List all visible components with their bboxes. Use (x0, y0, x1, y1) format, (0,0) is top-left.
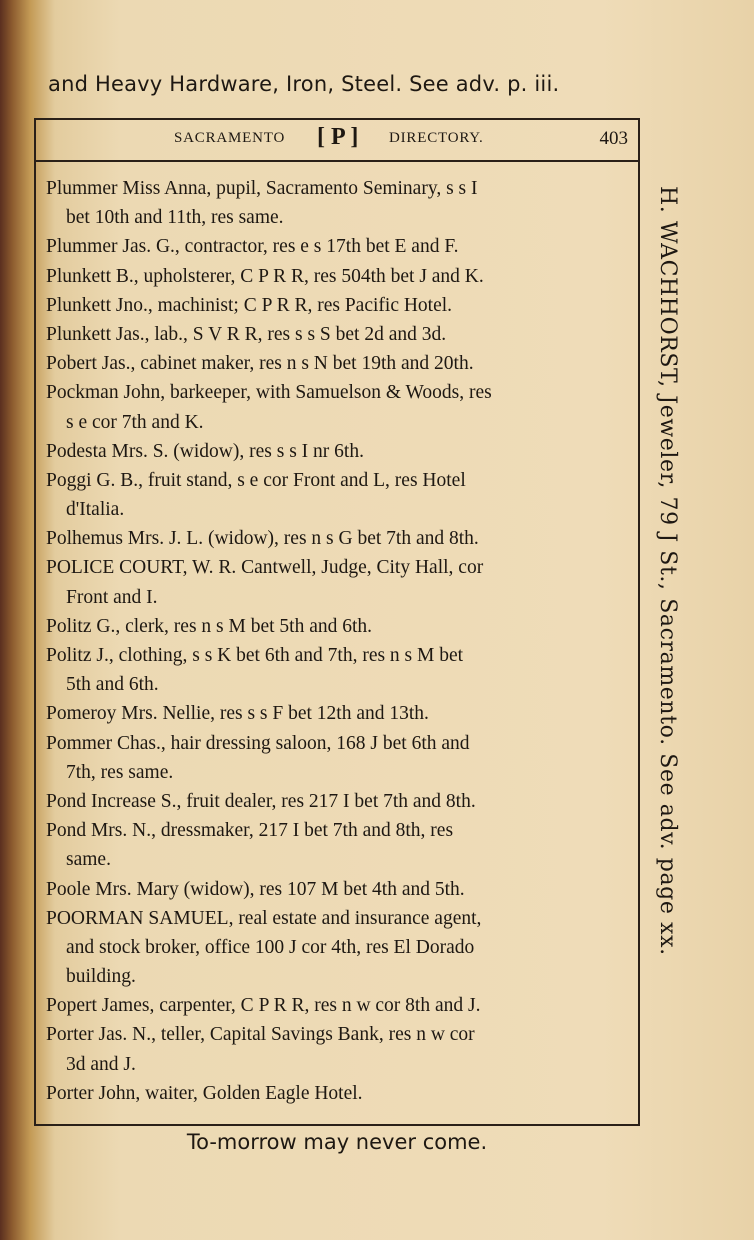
entry-line: and stock broker, office 100 J cor 4th, res El Dorado (66, 936, 475, 958)
entry-line: Plummer Jas. G., contractor, res e s 17th bet E and F. (46, 236, 459, 258)
entry-line: POLICE COURT, W. R. Cantwell, Judge, City Hall, cor (46, 557, 484, 579)
entry-line: Front and I. (66, 586, 158, 608)
entry-line: Pommer Chas., hair dressing saloon, 168 J bet 6th and (46, 732, 470, 754)
entry-line: building. (66, 966, 136, 988)
entry-line: Pomeroy Mrs. Nellie, res s s F bet 12th and 13th. (46, 703, 429, 725)
entry-line: Pond Increase S., fruit dealer, res 217 I bet 7th and 8th. (46, 790, 476, 812)
entry-line: 5th and 6th. (66, 674, 159, 696)
entry-line: Polhemus Mrs. J. L. (widow), res n s G bet 7th and 8th. (46, 528, 479, 550)
entry-line: Poole Mrs. Mary (widow), res 107 M bet 4th and 5th. (46, 878, 465, 900)
entry-line: Politz G., clerk, res n s M bet 5th and 6th. (46, 615, 373, 637)
entry-line: 7th, res same. (66, 761, 174, 783)
entry-line: Porter Jas. N., teller, Capital Savings Bank, res n w cor (46, 1024, 475, 1046)
entry-line: Plunkett Jas., lab., S V R R, res s s S bet 2d and 3d. (46, 323, 447, 345)
entry-line: Poggi G. B., fruit stand, s e cor Front and L, res Hotel (46, 469, 466, 491)
entry-line: same. (66, 849, 111, 871)
running-header (34, 122, 638, 162)
entry-line: Pobert Jas., cabinet maker, res n s N bet 19th and 20th. (46, 353, 474, 375)
entry-line: Porter John, waiter, Golden Eagle Hotel. (46, 1082, 363, 1104)
side-advertisement (648, 186, 692, 1066)
entry-line: s e cor 7th and K. (66, 411, 204, 433)
header-directory: DIRECTORY. (389, 130, 484, 146)
page-number: 403 (599, 128, 628, 149)
entry-line: d'Italia. (66, 499, 125, 521)
entry-line: Plunkett B., upholsterer, C P R R, res 504th bet J and K. (46, 265, 484, 287)
header-city: SACRAMENTO (174, 130, 286, 146)
footer-motto: To-morrow may never come. (186, 1130, 488, 1154)
entry-line: Pond Mrs. N., dressmaker, 217 I bet 7th and 8th, res (46, 820, 454, 842)
directory-entries (46, 174, 638, 1108)
top-advertisement: and Heavy Hardware, Iron, Steel. See adv. p. iii. (48, 72, 560, 96)
entry-line: Politz J., clothing, s s K bet 6th and 7th, res n s M bet (46, 645, 464, 666)
entry-line: POORMAN SAMUEL, real estate and insurance agent, (46, 907, 482, 929)
entry-line: Plunkett Jno., machinist; C P R R, res Pacific Hotel. (46, 294, 453, 316)
entry-line: Plummer Miss Anna, pupil, Sacramento Seminary, s s I (46, 178, 478, 199)
entry-line: Popert James, carpenter, C P R R, res n w cor 8th and J. (46, 995, 481, 1017)
entry-line: 3d and J. (66, 1053, 136, 1075)
entry-line: Podesta Mrs. S. (widow), res s s I nr 6th. (46, 440, 364, 462)
header-letter: [ P ] (317, 124, 359, 150)
entry-line: bet 10th and 11th, res same. (66, 207, 284, 229)
entry-line: Pockman John, barkeeper, with Samuelson & Woods, res (46, 382, 492, 404)
side-advertisement-text: H. WACHHORST, Jeweler, 79 J St., Sacramento. See adv. page xx. (655, 186, 680, 956)
